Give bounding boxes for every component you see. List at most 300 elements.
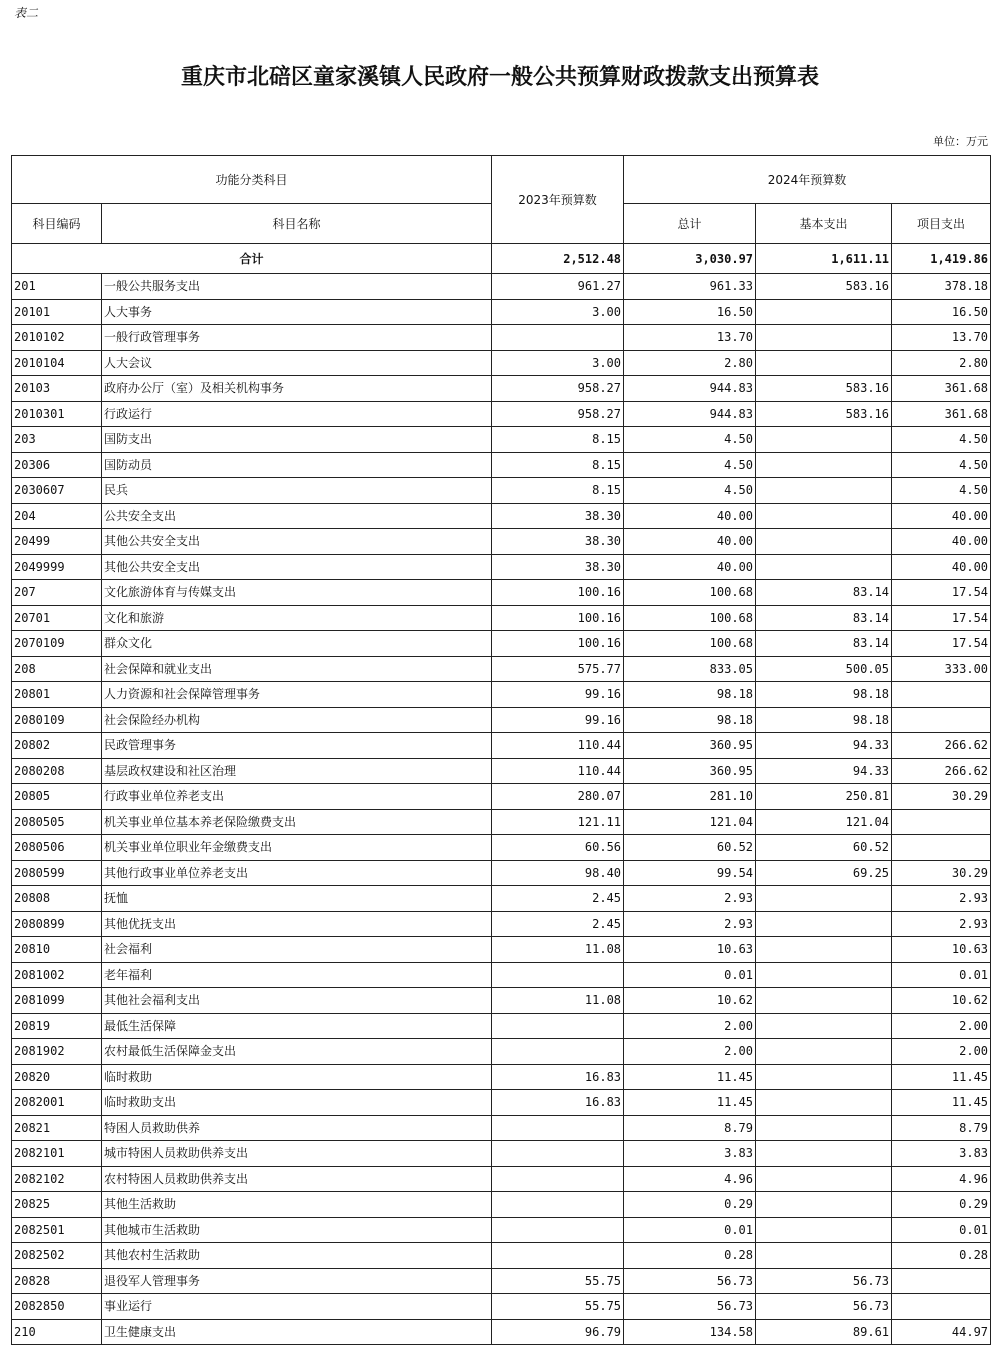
table-row [12, 1039, 991, 1065]
subject-code-cell: 20819 [12, 1013, 102, 1039]
budget-2023-cell: 3.00 [492, 350, 624, 376]
table-row [12, 707, 991, 733]
subject-name-cell: 民兵 [102, 478, 492, 504]
budget-2024-basic-cell [756, 503, 892, 529]
budget-2024-basic-cell [756, 1166, 892, 1192]
table-row [12, 1319, 991, 1345]
budget-2024-basic-cell [756, 350, 892, 376]
subject-code-cell: 2080599 [12, 860, 102, 886]
budget-2023-cell: 16.83 [492, 1090, 624, 1116]
budget-2024-basic-cell [756, 1090, 892, 1116]
table-row [12, 452, 991, 478]
budget-2024-total-cell: 11.45 [624, 1090, 756, 1116]
subject-code-cell: 2082501 [12, 1217, 102, 1243]
budget-2024-project-cell: 4.50 [892, 452, 991, 478]
subject-code-cell: 20821 [12, 1115, 102, 1141]
table-row [12, 886, 991, 912]
subject-name-cell: 机关事业单位职业年金缴费支出 [102, 835, 492, 861]
budget-2024-total-cell: 0.29 [624, 1192, 756, 1218]
subject-code-cell: 2080208 [12, 758, 102, 784]
budget-2024-basic-cell: 583.16 [756, 274, 892, 300]
budget-2024-basic-cell: 250.81 [756, 784, 892, 810]
budget-2024-project-cell: 40.00 [892, 529, 991, 555]
budget-2024-project-cell: 13.70 [892, 325, 991, 351]
header-total: 总计 [624, 204, 756, 244]
subject-name-cell: 特困人员救助供养 [102, 1115, 492, 1141]
subject-name-cell: 政府办公厅（室）及相关机构事务 [102, 376, 492, 402]
subject-name-cell: 城市特困人员救助供养支出 [102, 1141, 492, 1167]
budget-2024-project-cell: 17.54 [892, 580, 991, 606]
subject-code-cell: 2080506 [12, 835, 102, 861]
budget-2024-basic-cell: 83.14 [756, 580, 892, 606]
subject-code-cell: 20805 [12, 784, 102, 810]
table-row [12, 656, 991, 682]
budget-2023-cell: 60.56 [492, 835, 624, 861]
budget-2024-project-cell: 10.62 [892, 988, 991, 1014]
subject-code-cell: 2070109 [12, 631, 102, 657]
budget-2024-total-cell: 10.62 [624, 988, 756, 1014]
budget-2024-project-cell: 0.01 [892, 962, 991, 988]
subject-name-cell: 卫生健康支出 [102, 1319, 492, 1345]
budget-2024-basic-cell [756, 988, 892, 1014]
subject-code-cell: 20801 [12, 682, 102, 708]
budget-2024-basic-cell: 98.18 [756, 682, 892, 708]
subject-code-cell: 2010301 [12, 401, 102, 427]
subject-name-cell: 事业运行 [102, 1294, 492, 1320]
total-label: 合计 [12, 244, 492, 274]
subject-code-cell: 20808 [12, 886, 102, 912]
subject-code-cell: 208 [12, 656, 102, 682]
budget-2024-basic-cell: 500.05 [756, 656, 892, 682]
table-row [12, 299, 991, 325]
budget-2024-basic-cell [756, 554, 892, 580]
budget-2024-project-cell: 30.29 [892, 860, 991, 886]
budget-2024-project-cell: 378.18 [892, 274, 991, 300]
table-row [12, 529, 991, 555]
subject-code-cell: 2080109 [12, 707, 102, 733]
budget-2024-project-cell: 8.79 [892, 1115, 991, 1141]
budget-2024-basic-cell [756, 1141, 892, 1167]
budget-2023-cell: 2.45 [492, 911, 624, 937]
budget-2024-total-cell: 121.04 [624, 809, 756, 835]
table-row [12, 1166, 991, 1192]
table-row [12, 427, 991, 453]
budget-2024-total-cell: 100.68 [624, 605, 756, 631]
budget-2023-cell: 98.40 [492, 860, 624, 886]
subject-name-cell: 文化和旅游 [102, 605, 492, 631]
subject-code-cell: 2080899 [12, 911, 102, 937]
table-row [12, 605, 991, 631]
budget-2024-project-cell: 2.93 [892, 911, 991, 937]
subject-name-cell: 临时救助支出 [102, 1090, 492, 1116]
header-subject-code: 科目编码 [12, 204, 102, 244]
table-row [12, 631, 991, 657]
subject-name-cell: 农村特困人员救助供养支出 [102, 1166, 492, 1192]
budget-2023-cell: 100.16 [492, 631, 624, 657]
subject-name-cell: 最低生活保障 [102, 1013, 492, 1039]
total-2024-project: 1,419.86 [892, 244, 991, 274]
budget-2023-cell: 8.15 [492, 478, 624, 504]
budget-2024-project-cell: 11.45 [892, 1064, 991, 1090]
budget-2023-cell: 100.16 [492, 580, 624, 606]
table-row [12, 503, 991, 529]
page-title: 重庆市北碚区童家溪镇人民政府一般公共预算财政拨款支出预算表 [180, 64, 819, 90]
budget-2024-total-cell: 944.83 [624, 376, 756, 402]
subject-code-cell: 2082102 [12, 1166, 102, 1192]
budget-2024-total-cell: 40.00 [624, 554, 756, 580]
subject-code-cell: 20499 [12, 529, 102, 555]
subject-code-cell: 20802 [12, 733, 102, 759]
table-row [12, 478, 991, 504]
budget-2024-project-cell: 266.62 [892, 733, 991, 759]
subject-name-cell: 老年福利 [102, 962, 492, 988]
subject-name-cell: 其他农村生活救助 [102, 1243, 492, 1269]
budget-2023-cell: 961.27 [492, 274, 624, 300]
table-row [12, 1141, 991, 1167]
table-row [12, 682, 991, 708]
budget-2024-basic-cell [756, 452, 892, 478]
subject-name-cell: 群众文化 [102, 631, 492, 657]
subject-name-cell: 临时救助 [102, 1064, 492, 1090]
budget-2024-basic-cell [756, 886, 892, 912]
budget-2023-cell: 100.16 [492, 605, 624, 631]
subject-name-cell: 退役军人管理事务 [102, 1268, 492, 1294]
subject-code-cell: 2010102 [12, 325, 102, 351]
budget-2023-cell: 121.11 [492, 809, 624, 835]
table-row [12, 580, 991, 606]
subject-name-cell: 一般公共服务支出 [102, 274, 492, 300]
budget-2024-total-cell: 8.79 [624, 1115, 756, 1141]
budget-2024-basic-cell [756, 299, 892, 325]
budget-2023-cell: 575.77 [492, 656, 624, 682]
budget-2024-project-cell [892, 1268, 991, 1294]
subject-name-cell: 农村最低生活保障金支出 [102, 1039, 492, 1065]
budget-2024-project-cell: 17.54 [892, 631, 991, 657]
budget-2023-cell: 55.75 [492, 1294, 624, 1320]
subject-code-cell: 2082850 [12, 1294, 102, 1320]
budget-2024-total-cell: 2.00 [624, 1039, 756, 1065]
subject-name-cell: 国防动员 [102, 452, 492, 478]
subject-name-cell: 国防支出 [102, 427, 492, 453]
budget-2024-basic-cell: 94.33 [756, 733, 892, 759]
table-row [12, 1115, 991, 1141]
budget-2024-total-cell: 281.10 [624, 784, 756, 810]
header-subject-name: 科目名称 [102, 204, 492, 244]
budget-2024-project-cell: 4.50 [892, 427, 991, 453]
budget-2024-total-cell: 2.80 [624, 350, 756, 376]
budget-2024-basic-cell [756, 937, 892, 963]
budget-2024-project-cell: 0.29 [892, 1192, 991, 1218]
budget-2024-total-cell: 98.18 [624, 707, 756, 733]
budget-2024-basic-cell: 56.73 [756, 1268, 892, 1294]
subject-code-cell: 204 [12, 503, 102, 529]
budget-2024-total-cell: 10.63 [624, 937, 756, 963]
table-row [12, 325, 991, 351]
budget-2024-total-cell: 3.83 [624, 1141, 756, 1167]
budget-2024-total-cell: 360.95 [624, 758, 756, 784]
budget-2023-cell [492, 1243, 624, 1269]
budget-2024-project-cell: 2.00 [892, 1013, 991, 1039]
subject-code-cell: 2082502 [12, 1243, 102, 1269]
table-row [12, 1268, 991, 1294]
header-basic-expenditure: 基本支出 [756, 204, 892, 244]
budget-2024-project-cell: 10.63 [892, 937, 991, 963]
budget-2023-cell: 11.08 [492, 937, 624, 963]
budget-2024-total-cell: 360.95 [624, 733, 756, 759]
budget-2024-project-cell: 11.45 [892, 1090, 991, 1116]
table-row [12, 758, 991, 784]
budget-2024-project-cell: 3.83 [892, 1141, 991, 1167]
table-row [12, 376, 991, 402]
budget-2024-basic-cell [756, 1243, 892, 1269]
table-row [12, 350, 991, 376]
budget-2024-basic-cell [756, 1013, 892, 1039]
budget-2024-total-cell: 2.93 [624, 886, 756, 912]
subject-code-cell: 20701 [12, 605, 102, 631]
budget-2024-basic-cell [756, 529, 892, 555]
budget-2023-cell: 96.79 [492, 1319, 624, 1345]
budget-2023-cell: 2.45 [492, 886, 624, 912]
budget-2024-total-cell: 4.50 [624, 452, 756, 478]
budget-2024-total-cell: 11.45 [624, 1064, 756, 1090]
budget-2024-project-cell: 0.01 [892, 1217, 991, 1243]
subject-code-cell: 20825 [12, 1192, 102, 1218]
budget-2024-project-cell: 0.28 [892, 1243, 991, 1269]
budget-2024-project-cell: 361.68 [892, 401, 991, 427]
budget-2024-basic-cell: 83.14 [756, 631, 892, 657]
header-2024-budget: 2024年预算数 [624, 156, 991, 204]
table-row [12, 554, 991, 580]
subject-name-cell: 其他城市生活救助 [102, 1217, 492, 1243]
subject-code-cell: 210 [12, 1319, 102, 1345]
budget-2024-total-cell: 833.05 [624, 656, 756, 682]
subject-code-cell: 2082101 [12, 1141, 102, 1167]
budget-2024-basic-cell: 583.16 [756, 376, 892, 402]
budget-2024-total-cell: 60.52 [624, 835, 756, 861]
budget-2023-cell [492, 1013, 624, 1039]
budget-2024-total-cell: 2.00 [624, 1013, 756, 1039]
subject-code-cell: 2081902 [12, 1039, 102, 1065]
table-row [12, 784, 991, 810]
table-row [12, 733, 991, 759]
budget-2024-basic-cell [756, 1192, 892, 1218]
budget-2024-basic-cell [756, 325, 892, 351]
header-2023-budget: 2023年预算数 [492, 156, 624, 244]
subject-name-cell: 基层政权建设和社区治理 [102, 758, 492, 784]
budget-2024-basic-cell: 98.18 [756, 707, 892, 733]
budget-2023-cell: 38.30 [492, 529, 624, 555]
table-row [12, 1013, 991, 1039]
table-row [12, 1217, 991, 1243]
subject-name-cell: 人力资源和社会保障管理事务 [102, 682, 492, 708]
table-row [12, 809, 991, 835]
budget-2024-total-cell: 4.50 [624, 427, 756, 453]
budget-2024-project-cell [892, 707, 991, 733]
budget-2023-cell [492, 325, 624, 351]
subject-name-cell: 一般行政管理事务 [102, 325, 492, 351]
budget-2023-cell: 99.16 [492, 682, 624, 708]
budget-2024-project-cell [892, 835, 991, 861]
subject-code-cell: 2049999 [12, 554, 102, 580]
budget-2024-project-cell: 333.00 [892, 656, 991, 682]
budget-2024-total-cell: 4.96 [624, 1166, 756, 1192]
budget-table-body [12, 156, 991, 1345]
budget-2023-cell [492, 1166, 624, 1192]
budget-2024-basic-cell: 60.52 [756, 835, 892, 861]
budget-2024-basic-cell: 56.73 [756, 1294, 892, 1320]
budget-2024-basic-cell [756, 962, 892, 988]
budget-2023-cell: 110.44 [492, 733, 624, 759]
budget-2023-cell: 958.27 [492, 401, 624, 427]
subject-code-cell: 207 [12, 580, 102, 606]
budget-2024-project-cell: 30.29 [892, 784, 991, 810]
budget-2024-project-cell: 266.62 [892, 758, 991, 784]
table-number-label: 表二 [14, 6, 39, 20]
budget-2024-project-cell [892, 1294, 991, 1320]
subject-name-cell: 其他优抚支出 [102, 911, 492, 937]
budget-2023-cell: 3.00 [492, 299, 624, 325]
subject-name-cell: 人大会议 [102, 350, 492, 376]
budget-2024-project-cell: 2.93 [892, 886, 991, 912]
budget-2024-basic-cell [756, 911, 892, 937]
subject-name-cell: 机关事业单位基本养老保险缴费支出 [102, 809, 492, 835]
budget-2023-cell [492, 1217, 624, 1243]
total-2024-total: 3,030.97 [624, 244, 756, 274]
budget-2024-total-cell: 40.00 [624, 503, 756, 529]
subject-code-cell: 2010104 [12, 350, 102, 376]
budget-2023-cell: 280.07 [492, 784, 624, 810]
budget-2024-basic-cell [756, 1217, 892, 1243]
table-row [12, 1064, 991, 1090]
budget-2023-cell [492, 1141, 624, 1167]
total-row [12, 244, 991, 274]
budget-2024-project-cell: 361.68 [892, 376, 991, 402]
subject-name-cell: 行政运行 [102, 401, 492, 427]
budget-2024-basic-cell: 89.61 [756, 1319, 892, 1345]
total-2024-basic: 1,611.11 [756, 244, 892, 274]
subject-code-cell: 20828 [12, 1268, 102, 1294]
budget-2024-project-cell: 4.96 [892, 1166, 991, 1192]
subject-code-cell: 20101 [12, 299, 102, 325]
subject-code-cell: 20306 [12, 452, 102, 478]
table-row [12, 835, 991, 861]
budget-2024-basic-cell: 94.33 [756, 758, 892, 784]
budget-2024-basic-cell: 583.16 [756, 401, 892, 427]
budget-2024-project-cell: 16.50 [892, 299, 991, 325]
budget-2024-project-cell: 44.97 [892, 1319, 991, 1345]
table-row [12, 1243, 991, 1269]
subject-code-cell: 2080505 [12, 809, 102, 835]
total-2023: 2,512.48 [492, 244, 624, 274]
budget-2023-cell: 55.75 [492, 1268, 624, 1294]
header-project-expenditure: 项目支出 [892, 204, 991, 244]
budget-2024-basic-cell [756, 478, 892, 504]
header-function-classification: 功能分类科目 [12, 156, 492, 204]
subject-name-cell: 其他公共安全支出 [102, 529, 492, 555]
subject-name-cell: 民政管理事务 [102, 733, 492, 759]
header-row-1 [12, 156, 991, 204]
budget-2023-cell: 8.15 [492, 452, 624, 478]
table-row [12, 1192, 991, 1218]
budget-2024-total-cell: 56.73 [624, 1268, 756, 1294]
budget-2024-total-cell: 100.68 [624, 580, 756, 606]
budget-2023-cell: 38.30 [492, 503, 624, 529]
subject-code-cell: 2030607 [12, 478, 102, 504]
subject-name-cell: 社会保险经办机构 [102, 707, 492, 733]
budget-2024-project-cell: 2.80 [892, 350, 991, 376]
budget-2024-total-cell: 0.01 [624, 962, 756, 988]
subject-code-cell: 2082001 [12, 1090, 102, 1116]
budget-2024-total-cell: 98.18 [624, 682, 756, 708]
budget-2023-cell: 16.83 [492, 1064, 624, 1090]
table-row [12, 911, 991, 937]
budget-2024-basic-cell: 83.14 [756, 605, 892, 631]
budget-2024-total-cell: 4.50 [624, 478, 756, 504]
budget-table [11, 155, 991, 1345]
subject-name-cell: 其他生活救助 [102, 1192, 492, 1218]
table-row [12, 860, 991, 886]
budget-2023-cell [492, 1039, 624, 1065]
budget-2024-project-cell: 17.54 [892, 605, 991, 631]
budget-2024-total-cell: 99.54 [624, 860, 756, 886]
budget-2024-basic-cell [756, 1039, 892, 1065]
budget-2023-cell: 99.16 [492, 707, 624, 733]
budget-2024-total-cell: 2.93 [624, 911, 756, 937]
subject-code-cell: 20103 [12, 376, 102, 402]
subject-name-cell: 抚恤 [102, 886, 492, 912]
budget-2024-project-cell [892, 809, 991, 835]
subject-code-cell: 2081002 [12, 962, 102, 988]
unit-label: 单位：万元 [933, 135, 988, 148]
budget-2024-basic-cell: 69.25 [756, 860, 892, 886]
subject-name-cell: 其他公共安全支出 [102, 554, 492, 580]
subject-name-cell: 公共安全支出 [102, 503, 492, 529]
budget-2024-project-cell: 4.50 [892, 478, 991, 504]
subject-name-cell: 文化旅游体育与传媒支出 [102, 580, 492, 606]
subject-name-cell: 其他社会福利支出 [102, 988, 492, 1014]
subject-name-cell: 社会保障和就业支出 [102, 656, 492, 682]
budget-2024-project-cell [892, 682, 991, 708]
subject-code-cell: 201 [12, 274, 102, 300]
budget-2024-basic-cell [756, 1064, 892, 1090]
budget-2023-cell [492, 1115, 624, 1141]
table-row [12, 401, 991, 427]
subject-code-cell: 20820 [12, 1064, 102, 1090]
budget-2023-cell [492, 1192, 624, 1218]
budget-2024-total-cell: 134.58 [624, 1319, 756, 1345]
budget-2024-project-cell: 40.00 [892, 554, 991, 580]
subject-code-cell: 20810 [12, 937, 102, 963]
budget-2024-total-cell: 13.70 [624, 325, 756, 351]
budget-2024-total-cell: 944.83 [624, 401, 756, 427]
budget-2024-total-cell: 0.28 [624, 1243, 756, 1269]
table-row [12, 274, 991, 300]
budget-2024-total-cell: 961.33 [624, 274, 756, 300]
budget-2023-cell: 8.15 [492, 427, 624, 453]
budget-2024-total-cell: 0.01 [624, 1217, 756, 1243]
budget-2024-project-cell: 2.00 [892, 1039, 991, 1065]
budget-2024-total-cell: 100.68 [624, 631, 756, 657]
table-row [12, 1090, 991, 1116]
budget-2024-total-cell: 16.50 [624, 299, 756, 325]
table-row [12, 988, 991, 1014]
budget-2023-cell: 38.30 [492, 554, 624, 580]
budget-2024-project-cell: 40.00 [892, 503, 991, 529]
table-row [12, 962, 991, 988]
subject-name-cell: 行政事业单位养老支出 [102, 784, 492, 810]
table-row [12, 937, 991, 963]
table-row [12, 1294, 991, 1320]
